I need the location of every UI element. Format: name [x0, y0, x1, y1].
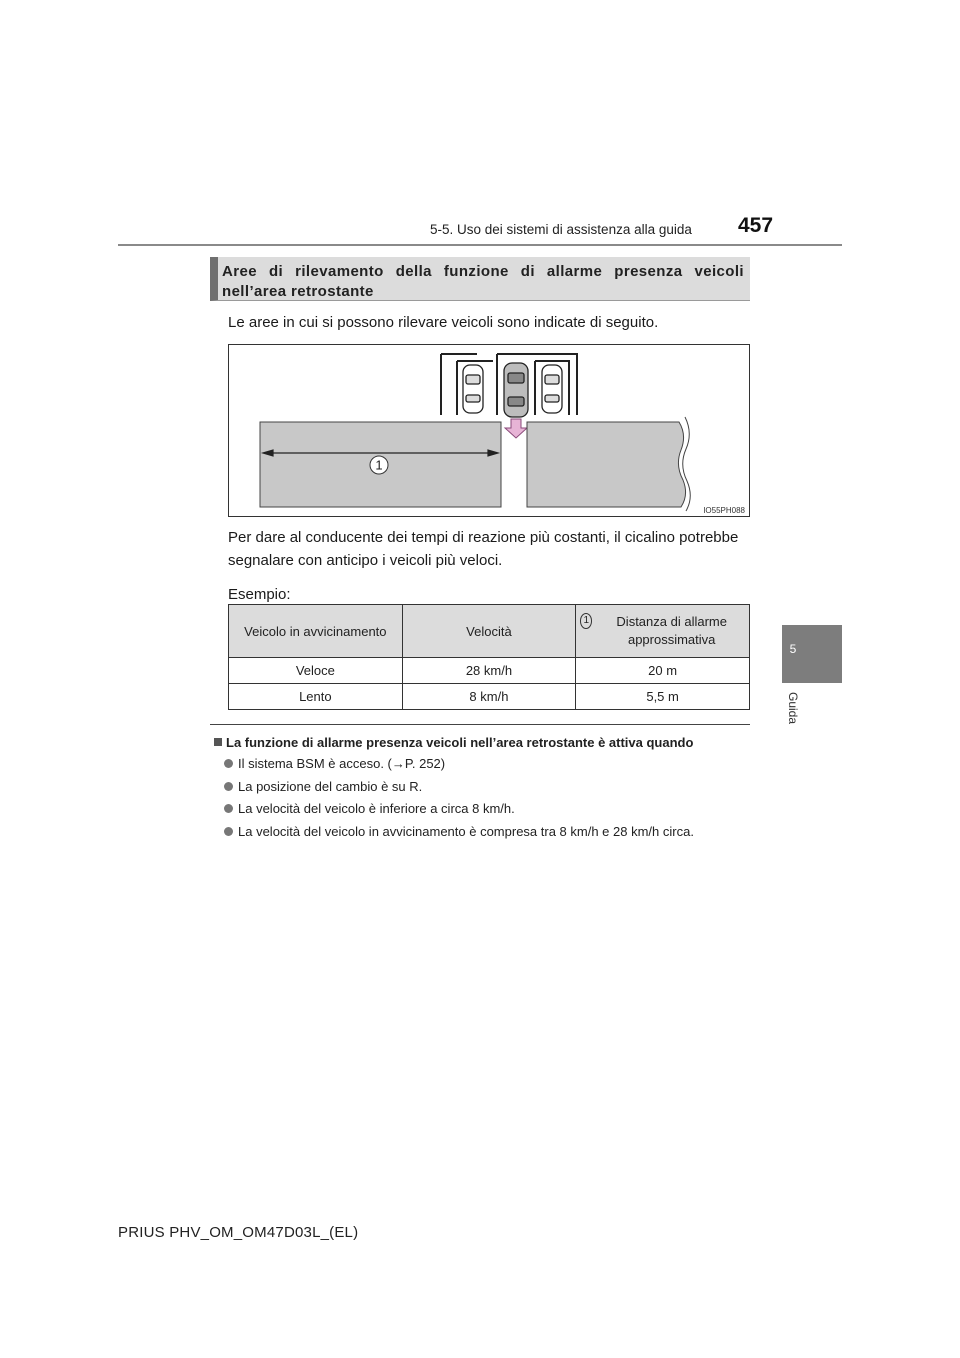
table-header: Velocità [402, 605, 576, 658]
detection-area-illustration [229, 345, 749, 516]
chapter-tab-label [784, 692, 804, 742]
square-bullet-icon [214, 738, 222, 746]
table-cell: Veloce [229, 658, 403, 684]
list-item [224, 756, 754, 779]
parked-car-left [463, 365, 483, 413]
chapter-tab-number: 5 [789, 642, 797, 656]
reversing-car [504, 363, 528, 417]
table-header [576, 605, 750, 658]
example-label: Esempio: [228, 586, 291, 603]
table-row [229, 684, 750, 710]
section-heading: Aree di rilevamento della funzione di allarme presenza veicoli nell’area retrostante [222, 263, 744, 300]
table-header: Veicolo in avvicinamento [229, 605, 403, 658]
table-cell: Lento [229, 684, 403, 710]
figure-code: IO55PH088 [703, 506, 745, 515]
bullet-dot-icon [224, 782, 233, 791]
list-item [224, 824, 754, 847]
reverse-arrow [505, 419, 527, 438]
table-cell: 8 km/h [402, 684, 576, 710]
document-footer: PRIUS PHV_OM_OM47D03L_(EL) [118, 1224, 359, 1241]
column-marker: 1 [580, 613, 592, 629]
list-item-text[interactable]: Il sistema BSM è acceso. (→P. 252) [238, 756, 446, 771]
list-item-text: La velocità del veicolo in avvicinamento è compresa tra 8 km/h e 28 km/h circa. [238, 823, 694, 839]
section-divider [210, 724, 750, 725]
table-cell: 28 km/h [402, 658, 576, 684]
header-rule [118, 244, 842, 246]
chapter-tab-label-text: Guida [786, 692, 800, 725]
table-cell: 20 m [576, 658, 750, 684]
reaction-paragraph: Per dare al conducente dei tempi di reazione più costanti, il cicalino potrebbe segnalare con anticipo i veicoli più veloci. [228, 529, 739, 569]
page-number: 457 [738, 214, 774, 237]
warning-distance-table [228, 604, 750, 710]
list-item [224, 801, 754, 824]
list-item [224, 779, 754, 802]
table-row [229, 658, 750, 684]
intro-paragraph: Le aree in cui si possono rilevare veicoli sono indicate di seguito. [228, 314, 659, 331]
list-item-text: La velocità del veicolo è inferiore a circa 8 km/h. [238, 801, 515, 816]
distance-label: 1 [375, 457, 383, 473]
section-breadcrumb: 5-5. Uso dei sistemi di assistenza alla guida [430, 222, 692, 237]
bullet-dot-icon [224, 759, 233, 768]
note-heading [214, 735, 693, 750]
parked-car-right [542, 365, 562, 413]
table-cell: 5,5 m [576, 684, 750, 710]
table-header-row [229, 605, 750, 658]
list-item-text: La posizione del cambio è su R. [238, 778, 423, 794]
detection-area-figure [228, 344, 750, 517]
note-heading-text: La funzione di allarme presenza veicoli nell’area retrostante è attiva quando [226, 735, 694, 750]
detection-area-right [527, 422, 686, 507]
condition-list [224, 756, 754, 846]
bullet-dot-icon [224, 827, 233, 836]
bullet-dot-icon [224, 804, 233, 813]
table-header-text: Distanza di allarme approssimativa [616, 614, 727, 647]
